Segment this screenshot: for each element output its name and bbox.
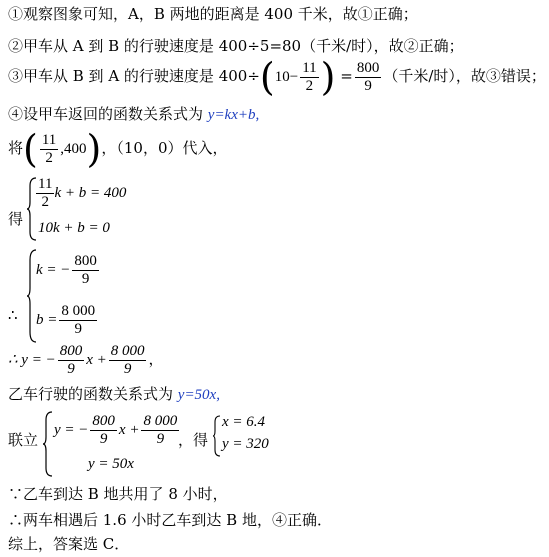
result-x: x = 6.4 bbox=[222, 414, 266, 430]
fraction-800-9 bbox=[355, 60, 382, 95]
fraction-denominator: 9 bbox=[81, 271, 90, 288]
fraction-denominator: 9 bbox=[74, 321, 82, 338]
fraction-numerator: 800 bbox=[356, 59, 380, 76]
equals-sign: = bbox=[340, 67, 353, 85]
return-function-text: ④设甲车返回的函数关系式为 bbox=[8, 105, 208, 123]
substitute-suffix: ，（10，0）代入， bbox=[101, 139, 228, 157]
line-car-b-function bbox=[8, 384, 220, 405]
substitute-prefix: 将 bbox=[8, 139, 24, 157]
fraction-numerator: 11 bbox=[302, 59, 317, 76]
fraction-denominator: 2 bbox=[305, 77, 314, 94]
result-end: ， bbox=[148, 352, 164, 368]
fraction-800-9 bbox=[90, 413, 117, 448]
row-prefix: k = − bbox=[36, 262, 71, 278]
system-2-row-1 bbox=[36, 250, 101, 290]
system-3-row-1 bbox=[54, 410, 181, 450]
line-return-result bbox=[8, 340, 164, 380]
fraction-numerator: 11 bbox=[41, 131, 57, 148]
fraction-numerator: 8 000 bbox=[110, 343, 145, 360]
fraction-denominator: 9 bbox=[156, 431, 165, 448]
left-brace-icon bbox=[42, 410, 54, 478]
fraction-numerator: 8 000 bbox=[143, 413, 178, 430]
fraction-denominator: 2 bbox=[41, 194, 49, 210]
system-3-row-2: y = 50x bbox=[88, 456, 134, 472]
result-y: y = 320 bbox=[222, 436, 269, 452]
car-b-function-formula: y=50x, bbox=[177, 387, 220, 403]
line-speed-a-to-b: ②甲车从 A 到 B 的行驶速度是 400÷5=80（千米/时），故②正确； bbox=[8, 37, 464, 55]
row-middle: x + bbox=[118, 422, 140, 438]
point-rest: ,400 bbox=[60, 141, 87, 157]
right-paren: ) bbox=[320, 55, 336, 99]
car-b-function-text: 乙车行驶的函数关系式为 bbox=[8, 385, 178, 403]
fraction-denominator: 9 bbox=[99, 431, 108, 448]
fraction-numerator: 8 000 bbox=[61, 303, 96, 320]
line-substitute bbox=[8, 128, 228, 169]
fraction-8000-9 bbox=[109, 343, 147, 378]
lianli-label: 联立 bbox=[8, 431, 39, 449]
de-label: 得 bbox=[8, 210, 24, 228]
fraction-eleven-halves bbox=[300, 60, 318, 95]
fraction-800-9 bbox=[72, 253, 99, 288]
return-function-formula: y=kx+b, bbox=[207, 107, 260, 123]
fraction-numerator: 800 bbox=[59, 343, 83, 360]
row-prefix: y = − bbox=[54, 422, 89, 438]
result-middle: x + bbox=[86, 352, 107, 368]
result-system bbox=[212, 414, 302, 458]
fraction-denominator: 9 bbox=[364, 77, 372, 94]
fraction-numerator: 800 bbox=[74, 253, 97, 270]
fraction-800-9 bbox=[58, 343, 85, 378]
row-prefix: b = bbox=[36, 312, 58, 328]
line-speed-b-to-a bbox=[8, 56, 546, 97]
fraction-eleven-halves bbox=[36, 176, 54, 211]
row-rest: k + b = 400 bbox=[54, 185, 127, 201]
fraction-denominator: 2 bbox=[45, 149, 53, 166]
fraction-numerator: 11 bbox=[38, 176, 53, 192]
left-paren: ( bbox=[23, 127, 38, 171]
line-final-answer: 综上，答案选 C． bbox=[8, 535, 130, 553]
line-observation: ①观察图象可知，A，B 两地的距离是 400 千米，故①正确； bbox=[8, 5, 418, 23]
equation-system-3 bbox=[42, 410, 192, 478]
fraction-8000-9 bbox=[59, 303, 97, 338]
equation-system-2 bbox=[26, 248, 166, 344]
speed-b-prefix: ③甲车从 B 到 A 的行驶速度是 400÷ bbox=[8, 67, 260, 85]
line-return-function bbox=[8, 104, 259, 125]
result-prefix: ∴ y = − bbox=[8, 352, 56, 368]
paren-expression-a: 10− bbox=[274, 69, 299, 85]
system-1-row-2: 10k + b = 0 bbox=[38, 220, 110, 236]
right-paren: ) bbox=[86, 127, 102, 171]
fraction-8000-9 bbox=[141, 413, 179, 448]
fraction-numerator: 800 bbox=[92, 413, 115, 430]
speed-b-suffix: （千米/时），故③错误； bbox=[383, 67, 546, 85]
line-meet-conclusion: ∴两车相遇后 1.6 小时乙车到达 B 地，④正确． bbox=[8, 511, 332, 529]
fraction-denominator: 9 bbox=[67, 361, 75, 378]
de-result-label: ，得 bbox=[178, 431, 209, 449]
fraction-denominator: 9 bbox=[123, 361, 132, 378]
left-brace-icon bbox=[212, 414, 222, 458]
left-paren: ( bbox=[259, 55, 275, 99]
therefore-symbol: ∴ bbox=[8, 306, 18, 324]
system-2-row-2 bbox=[36, 300, 99, 340]
fraction-eleven-halves bbox=[40, 132, 58, 167]
system-1-row-1 bbox=[36, 176, 126, 211]
line-car-b-time: ∵乙车到达 B 地共用了 8 小时， bbox=[8, 485, 228, 503]
equation-system-1 bbox=[26, 176, 166, 242]
